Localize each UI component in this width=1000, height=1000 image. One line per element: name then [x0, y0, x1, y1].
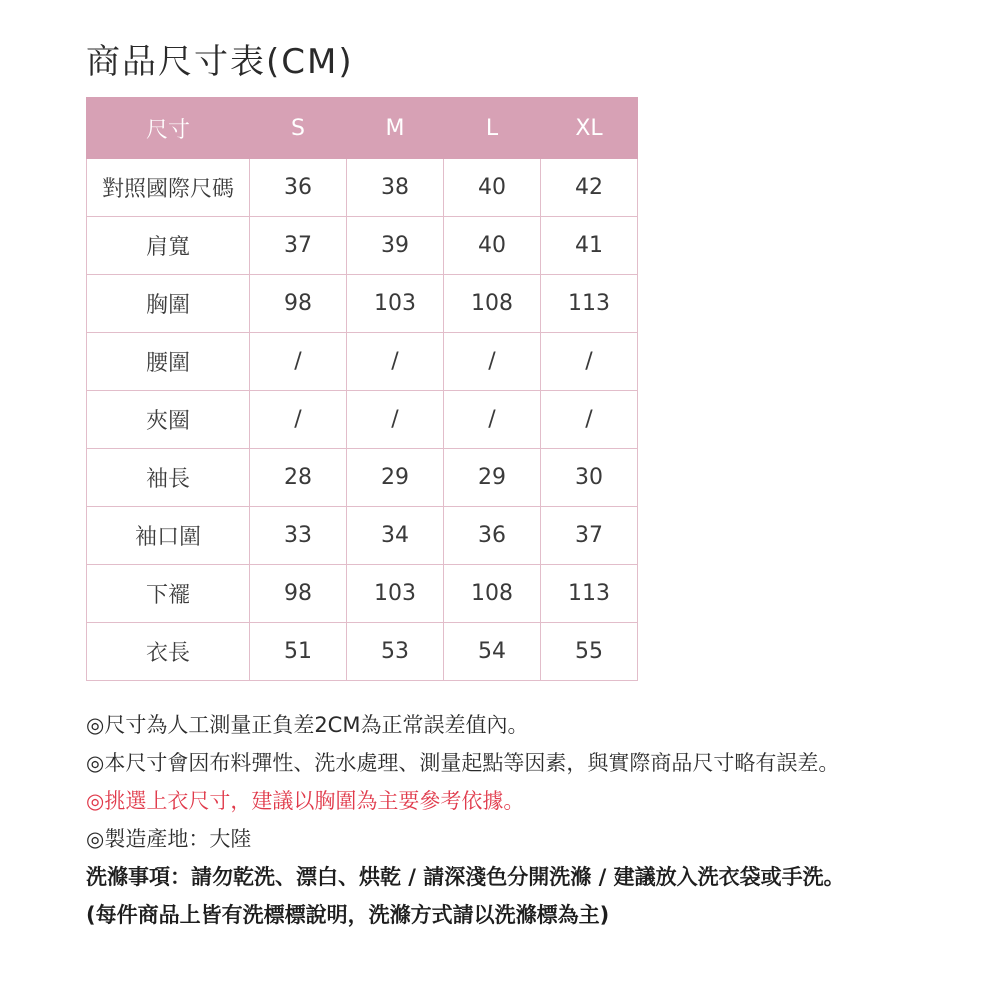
row-label: 袖口圍	[87, 507, 250, 565]
cell-value: 33	[250, 507, 347, 565]
table-row	[87, 565, 638, 623]
cell-value: 54	[444, 623, 541, 681]
note-fabric-variance: ◎本尺寸會因布料彈性、洗水處理、測量起點等因素，與實際商品尺寸略有誤差。	[86, 751, 840, 775]
cell-value: 103	[347, 275, 444, 333]
header-cell-size-label: 尺寸	[87, 98, 250, 159]
cell-value: 113	[541, 275, 638, 333]
cell-value: /	[444, 333, 541, 391]
table-row	[87, 391, 638, 449]
table-row	[87, 449, 638, 507]
row-label: 下襬	[87, 565, 250, 623]
row-label: 衣長	[87, 623, 250, 681]
row-label: 夾圈	[87, 391, 250, 449]
note-size-selection-tip: ◎挑選上衣尺寸，建議以胸圍為主要參考依據。	[86, 789, 525, 813]
cell-value: 37	[250, 217, 347, 275]
table-header-row	[87, 98, 638, 159]
cell-value: 37	[541, 507, 638, 565]
table-row	[87, 623, 638, 681]
cell-value: 29	[347, 449, 444, 507]
cell-value: 55	[541, 623, 638, 681]
cell-value: 42	[541, 159, 638, 217]
cell-value: /	[444, 391, 541, 449]
row-label: 肩寬	[87, 217, 250, 275]
cell-value: 108	[444, 275, 541, 333]
table-row	[87, 507, 638, 565]
cell-value: 108	[444, 565, 541, 623]
cell-value: 29	[444, 449, 541, 507]
row-label: 對照國際尺碼	[87, 159, 250, 217]
header-cell-xl: XL	[541, 98, 638, 159]
table-row	[87, 217, 638, 275]
cell-value: /	[541, 391, 638, 449]
notes-section	[86, 706, 986, 934]
header-cell-s: S	[250, 98, 347, 159]
table-row	[87, 275, 638, 333]
size-table	[86, 97, 638, 681]
cell-value: 38	[347, 159, 444, 217]
table-row	[87, 333, 638, 391]
cell-value: 40	[444, 159, 541, 217]
row-label: 胸圍	[87, 275, 250, 333]
cell-value: 113	[541, 565, 638, 623]
cell-value: 53	[347, 623, 444, 681]
note-measurement-tolerance: ◎尺寸為人工測量正負差2CM為正常誤差值內。	[86, 713, 529, 737]
cell-value: 39	[347, 217, 444, 275]
cell-value: 30	[541, 449, 638, 507]
cell-value: /	[541, 333, 638, 391]
row-label: 袖長	[87, 449, 250, 507]
cell-value: 103	[347, 565, 444, 623]
table-row	[87, 159, 638, 217]
header-cell-m: M	[347, 98, 444, 159]
note-washing-instructions: 洗滌事項：請勿乾洗、漂白、烘乾 / 請深淺色分開洗滌 / 建議放入洗衣袋或手洗。	[86, 865, 845, 889]
cell-value: 51	[250, 623, 347, 681]
header-cell-l: L	[444, 98, 541, 159]
row-label: 腰圍	[87, 333, 250, 391]
cell-value: 41	[541, 217, 638, 275]
note-wash-label: (每件商品上皆有洗標標說明，洗滌方式請以洗滌標為主)	[86, 903, 610, 927]
cell-value: 98	[250, 275, 347, 333]
page-title: 商品尺寸表(CM)	[86, 42, 354, 82]
cell-value: 28	[250, 449, 347, 507]
cell-value: 98	[250, 565, 347, 623]
cell-value: 36	[250, 159, 347, 217]
cell-value: /	[347, 391, 444, 449]
note-origin: ◎製造產地：大陸	[86, 827, 252, 851]
cell-value: /	[347, 333, 444, 391]
cell-value: /	[250, 391, 347, 449]
cell-value: 34	[347, 507, 444, 565]
cell-value: /	[250, 333, 347, 391]
cell-value: 36	[444, 507, 541, 565]
cell-value: 40	[444, 217, 541, 275]
